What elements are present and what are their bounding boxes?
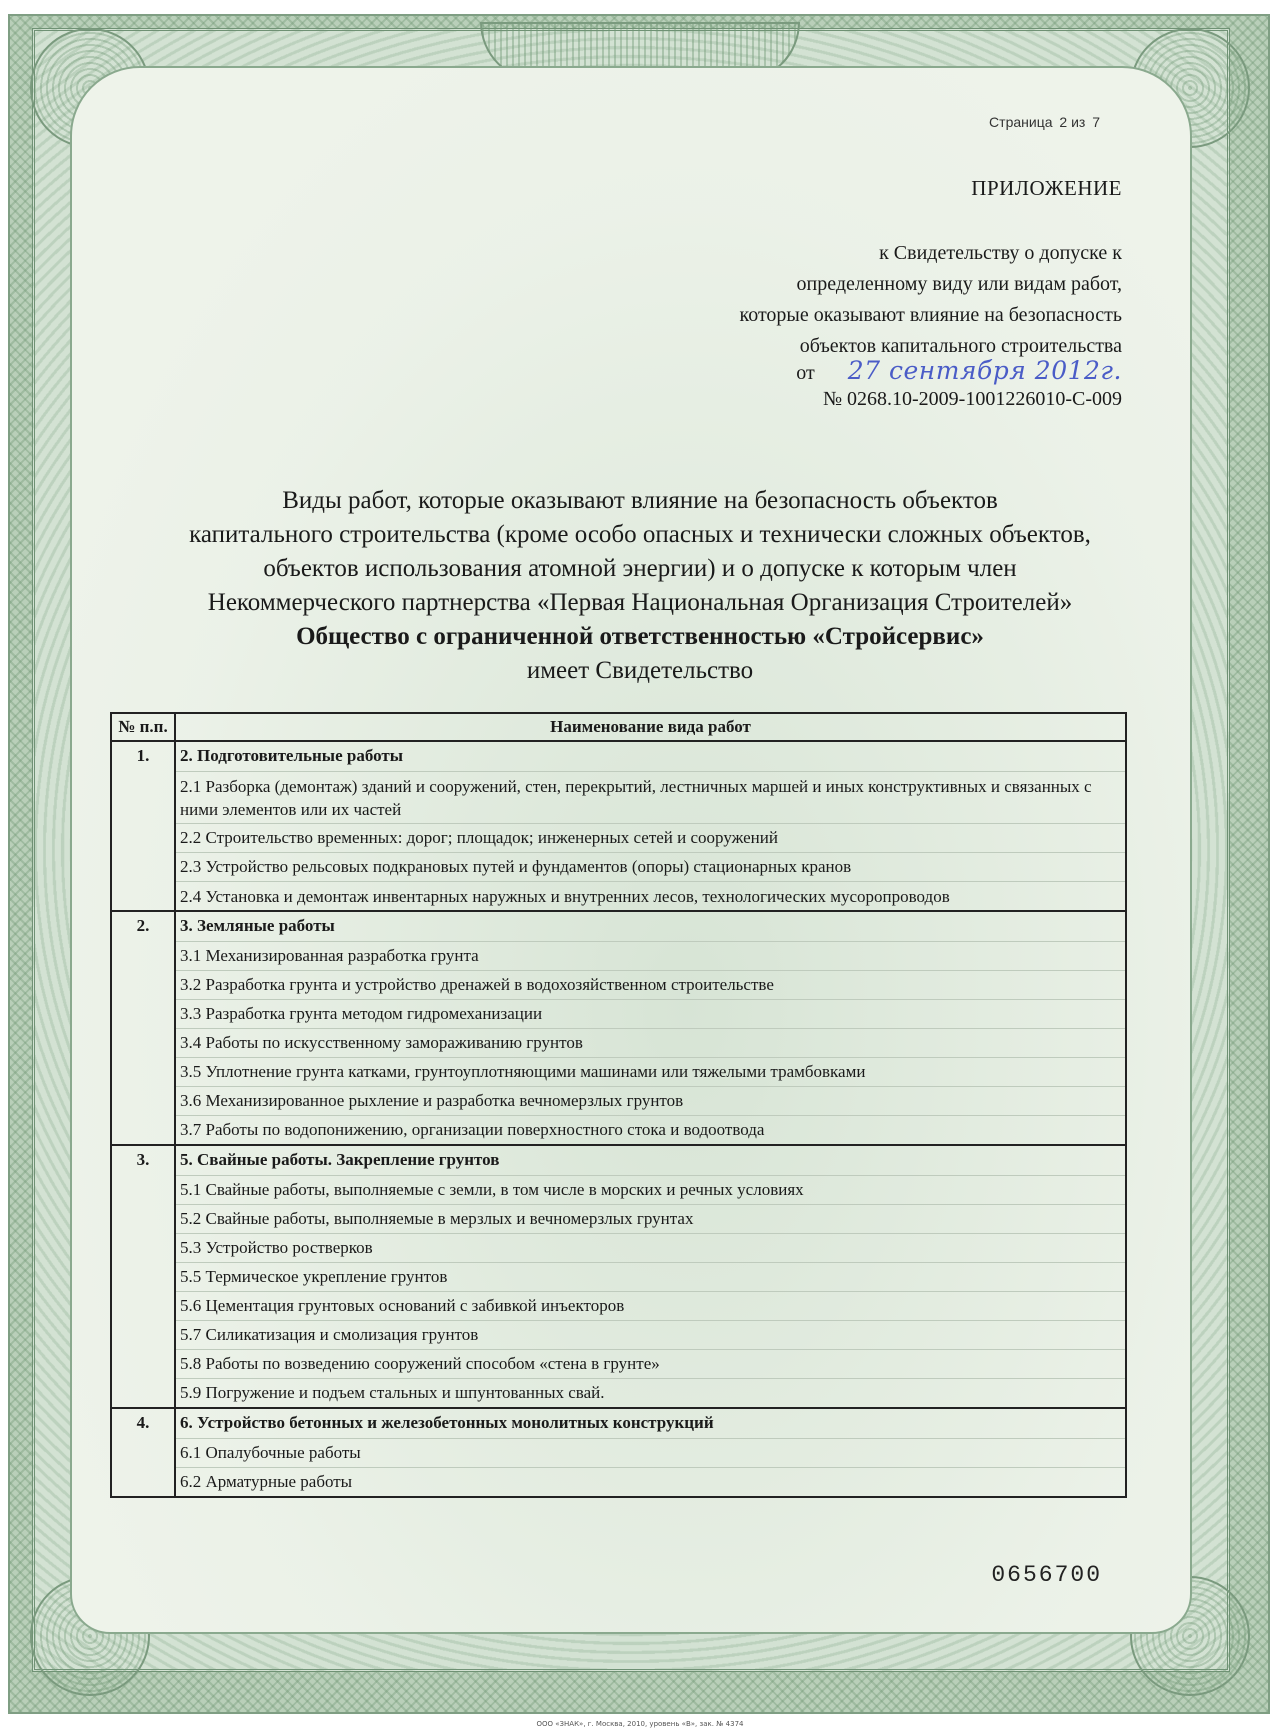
date-prefix: от [796, 362, 815, 384]
heading-line: капитального строительства (кроме особо опасных и технически сложных объектов, [189, 521, 1091, 548]
works-cell [175, 1145, 1126, 1408]
date-row [796, 356, 1122, 385]
works-cell [175, 741, 1126, 911]
organization-name: Общество с ограниченной ответственностью «Стройсервис» [296, 623, 984, 650]
appendix-line: определенному виду или видам работ, [796, 273, 1122, 295]
works-group-title: 2. Подготовительные работы [180, 746, 404, 765]
works-item: 3.1 Механизированная разработка грунта [176, 941, 1125, 970]
appendix-line: к Свидетельству о допуске к [879, 242, 1122, 264]
page-current: 2 из [1059, 114, 1086, 130]
page-total: 7 [1092, 114, 1100, 130]
works-item: 5.9 Погружение и подъем стальных и шпунтованных свай. [176, 1378, 1125, 1407]
heading-line: объектов использования атомной энергии) и о допуске к которым член [263, 555, 1017, 582]
works-cell [175, 911, 1126, 1145]
works-item: 2.3 Устройство рельсовых подкрановых путей и фундаментов (опоры) стационарных кранов [176, 852, 1125, 881]
works-item: 5.3 Устройство ростверков [176, 1233, 1125, 1262]
serial-number: 0656700 [991, 1562, 1102, 1588]
page-indicator [986, 114, 1100, 130]
works-cell [175, 1408, 1126, 1497]
works-item: 2.1 Разборка (демонтаж) зданий и сооружений, стен, перекрытий, лестничных маршей и иных конструктивных и связанных с ними элементов или их частей [176, 771, 1125, 823]
works-item: 5.2 Свайные работы, выполняемые в мерзлых и вечномерзлых грунтах [176, 1204, 1125, 1233]
table-row [111, 1145, 1126, 1408]
works-group-title: 3. Земляные работы [180, 916, 335, 935]
row-number: 2. [111, 911, 175, 1145]
appendix-title: ПРИЛОЖЕНИЕ [971, 176, 1122, 200]
works-item: 3.5 Уплотнение грунта катками, грунтоуплотняющими машинами или тяжелыми трамбовками [176, 1057, 1125, 1086]
table-row [111, 741, 1126, 911]
works-item: 2.2 Строительство временных: дорог; площадок; инженерных сетей и сооружений [176, 823, 1125, 852]
works-item: 2.4 Установка и демонтаж инвентарных наружных и внутренних лесов, технологических мусоропроводов [176, 881, 1125, 910]
appendix-reference [562, 238, 1122, 362]
works-item: 6.2 Арматурные работы [176, 1467, 1125, 1496]
appendix-line: объектов капитального строительства [799, 335, 1122, 357]
works-table [110, 712, 1127, 1498]
row-number: 4. [111, 1408, 175, 1497]
heading-line: Некоммерческого партнерства «Первая Национальная Организация Строителей» [207, 589, 1073, 616]
heading-line: Виды работ, которые оказывают влияние на безопасность объектов [282, 487, 998, 514]
works-item: 5.7 Силикатизация и смолизация грунтов [176, 1320, 1125, 1349]
works-item: 5.5 Термическое укрепление грунтов [176, 1262, 1125, 1291]
row-number: 3. [111, 1145, 175, 1408]
works-item: 6.1 Опалубочные работы [176, 1438, 1125, 1467]
column-header-name: Наименование вида работ [175, 713, 1126, 741]
works-item: 3.7 Работы по водопонижению, организации поверхностного стока и водоотвода [176, 1115, 1125, 1144]
heading-line: имеет Свидетельство [526, 657, 754, 684]
table-row [111, 1408, 1126, 1497]
works-item: 3.2 Разработка грунта и устройство дренажей в водохозяйственном строительстве [176, 970, 1125, 999]
column-header-num: № п.п. [111, 713, 175, 741]
works-item: 3.4 Работы по искусственному замораживанию грунтов [176, 1028, 1125, 1057]
works-item: 5.8 Работы по возведению сооружений способом «стена в грунте» [176, 1349, 1125, 1378]
document-heading [100, 484, 1180, 688]
works-group-title: 5. Свайные работы. Закрепление грунтов [180, 1150, 500, 1169]
handwritten-date: 27 сентября 2012г. [847, 356, 1122, 385]
works-item: 5.1 Свайные работы, выполняемые с земли, в том числе в морских и речных условиях [176, 1175, 1125, 1204]
printer-note: ООО «ЗНАК», г. Москва, 2010, уровень «В», зак. № 4374 [536, 1720, 744, 1728]
works-item: 3.3 Разработка грунта методом гидромеханизации [176, 999, 1125, 1028]
works-item: 3.6 Механизированное рыхление и разработка вечномерзлых грунтов [176, 1086, 1125, 1115]
page-label: Страница [989, 114, 1053, 130]
works-item: 5.6 Цементация грунтовых оснований с забивкой инъекторов [176, 1291, 1125, 1320]
table-row [111, 911, 1126, 1145]
row-number: 1. [111, 741, 175, 911]
certificate-number: № 0268.10-2009-1001226010-С-009 [822, 388, 1122, 410]
appendix-line: которые оказывают влияние на безопасность [739, 304, 1122, 326]
works-group-title: 6. Устройство бетонных и железобетонных монолитных конструкций [180, 1413, 714, 1432]
table-header-row [111, 713, 1126, 741]
